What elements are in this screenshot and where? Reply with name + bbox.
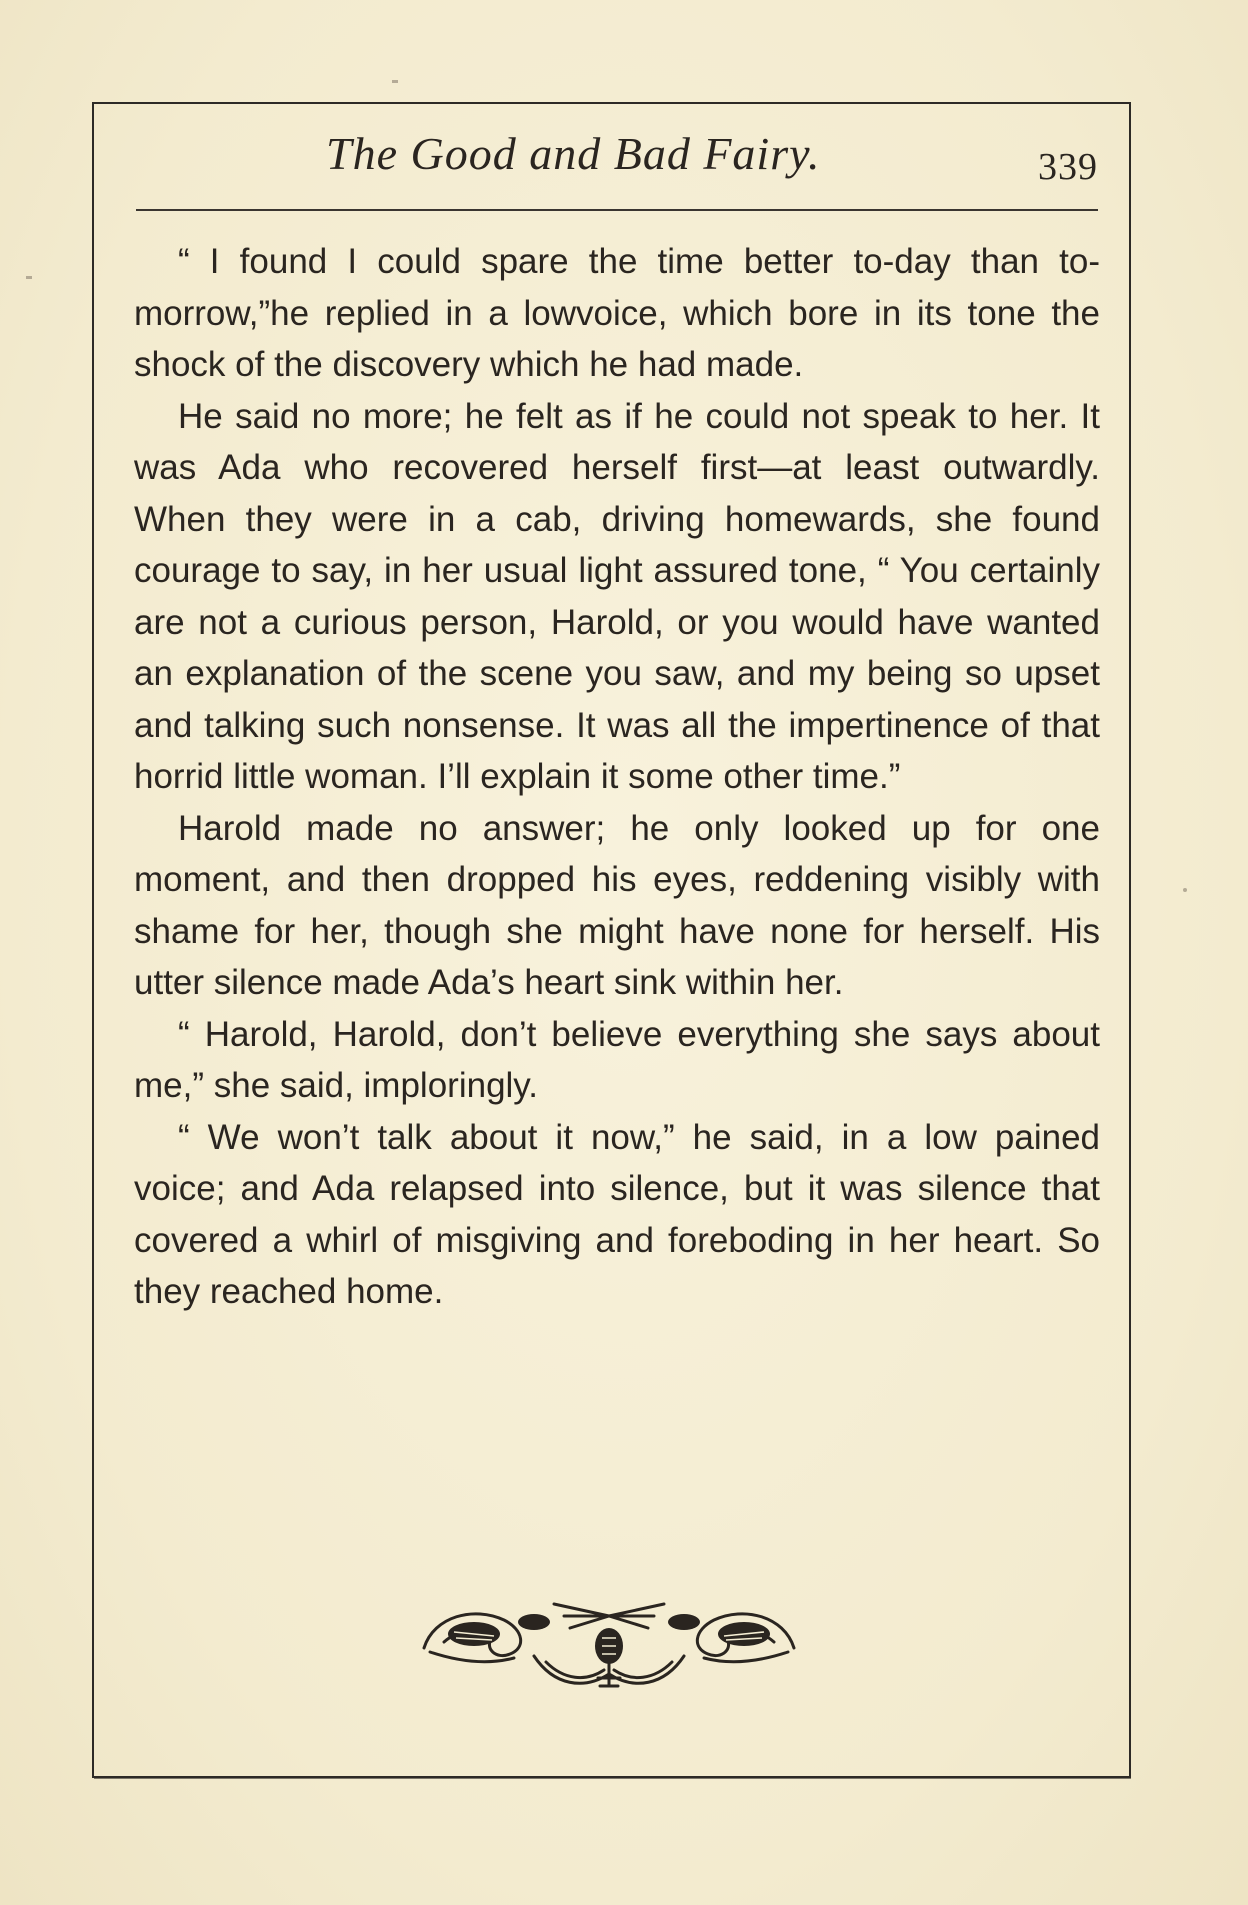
paragraph: He said no more; he felt as if he could not speak to her. It was Ada who recovered herself first—at least outwardly. When they were in a cab, driving homewards, she found courage to say, in her usual light assured tone, “ You certainly are not a curious person, Harold, or you would have wanted an explanation of the scene you saw, and my being so upset and talking such nonsense. It was all the impertinence of that horrid little woman. I’ll explain it some other time.” [134, 396, 1100, 796]
page-border-bottom-rule [94, 1778, 1131, 1779]
paragraph: “ Harold, Harold, don’t believe everything she says about me,” she said, imploringly. [134, 1014, 1100, 1105]
paragraph: “ I found I could spare the time better to-day than to-morrow,”he replied in a lowvoice, which bore in its tone the shock of the discovery which he had made. [134, 242, 1100, 384]
paragraph: Harold made no answer; he only looked up for one moment, and then dropped his eyes, reddening visibly with shame for her, though she might have none for herself. His utter silence made Ada’s heart sink within her. [134, 808, 1100, 1002]
tailpiece-ornament-icon [414, 1586, 804, 1698]
page-number: 339 [1038, 146, 1098, 188]
body-text [134, 236, 1100, 1318]
paragraph: “ We won’t talk about it now,” he said, in a low pained voice; and Ada relapsed into silence, but it was silence that covered a whirl of misgiving and foreboding in her heart. So they reached home. [134, 1117, 1100, 1311]
running-head [136, 127, 1098, 197]
margin-speck [392, 80, 398, 83]
margin-speck [1183, 888, 1187, 892]
margin-speck [26, 276, 32, 279]
running-head-rule [136, 209, 1098, 211]
running-head-title: The Good and Bad Fairy. [326, 128, 821, 179]
